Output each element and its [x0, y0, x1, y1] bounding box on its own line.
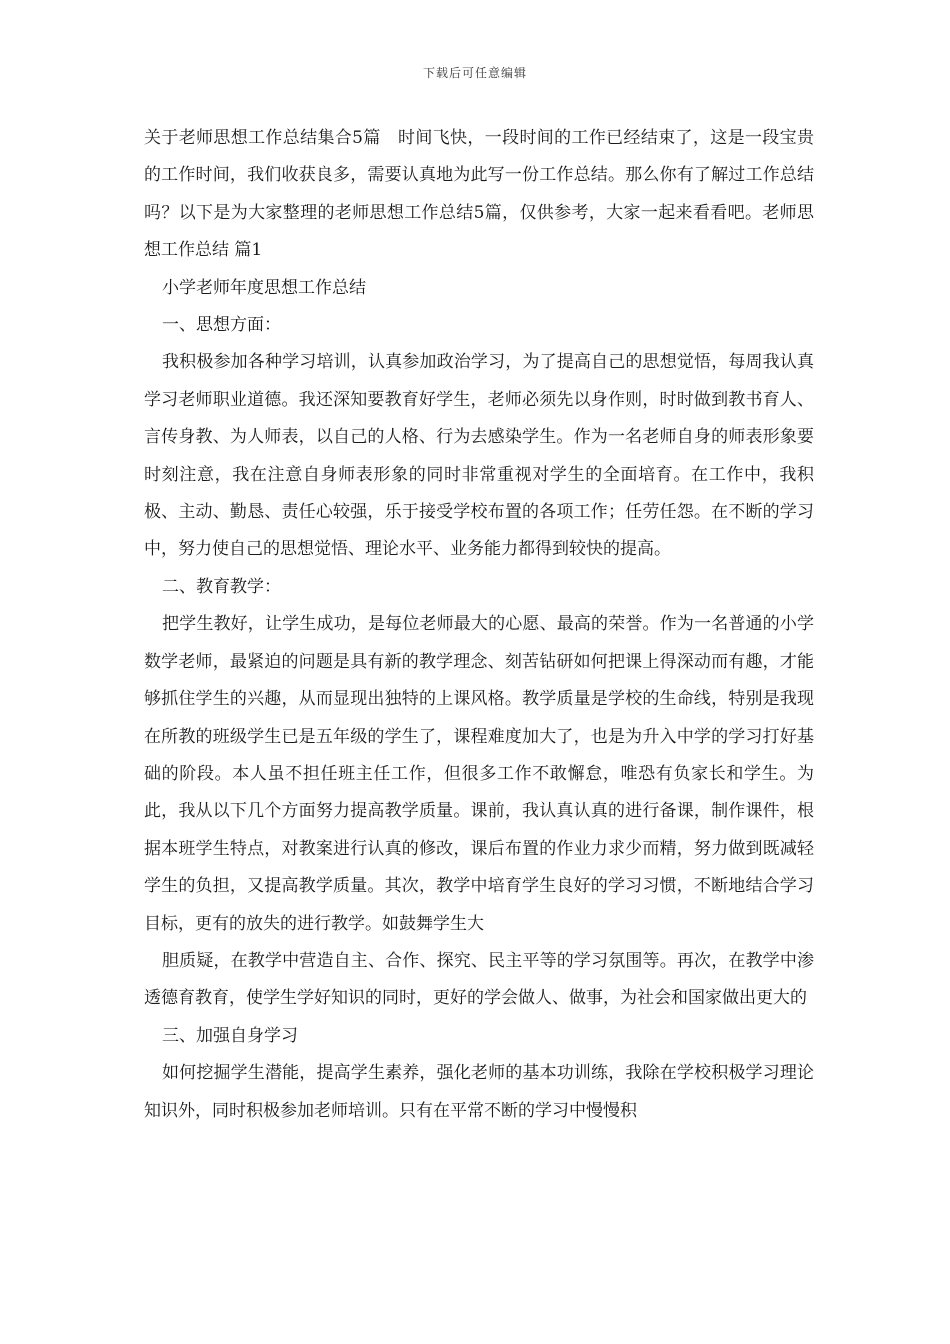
paragraph-teaching: 把学生教好，让学生成功，是每位老师最大的心愿、最高的荣誉。作为一名普通的小学数学老师，最紧迫的问题是具有新的教学理念、刻苦钻研如何把课上得深动而有趣，才能够抓住学生的兴趣，从而显现出独特的上课风格。教学质量是学校的生命线，特别是我现在所教的班级学生已是五年级的学生了，课程难度加大了，也是为升入中学的学习打好基础的阶段。本人虽不担任班主任工作，但很多工作不敢懈怠，唯恐有负家长和学生。为此，我从以下几个方面努力提高教学质量。课前，我认真认真的进行备课，制作课件，根据本班学生特点，对教案进行认真的修改，课后布置的作业力求少而精，努力做到既减轻学生的负担，又提高教学质量。其次，教学中培育学生良好的学习习惯，不断地结合学习目标，更有的放失的进行教学。如鼓舞学生大 [144, 614, 814, 934]
paragraph-thought: 我积极参加各种学习培训，认真参加政治学习，为了提高自己的思想觉悟，每周我认真学习老师职业道德。我还深知要教育好学生，老师必须先以身作则，时时做到教书育人、言传身教、为人师表，以自己的人格、行为去感染学生。作为一名老师自身的师表形象要时刻注意，我在注意自身师表形象的同时非常重视对学生的全面培育。在工作中，我积极、主动、勤恳、责任心较强，乐于接受学校布置的各项工作；任劳任怨。在不断的学习中，努力使自己的思想觉悟、理论水平、业务能力都得到较快的提高。 [144, 352, 814, 560]
paragraph-teaching-continued: 胆质疑，在教学中营造自主、合作、探究、民主平等的学习氛围等。再次，在教学中渗透德育教育，使学生学好知识的同时，更好的学会做人、做事，为社会和国家做出更大的 [144, 950, 814, 1009]
section-heading-thought: 一、思想方面： [162, 315, 281, 336]
section-heading-self-study: 三、加强自身学习 [162, 1025, 298, 1046]
section-heading-teaching: 二、教育教学： [162, 576, 281, 597]
paragraph-self-study: 如何挖掘学生潜能，提高学生素养，强化老师的基本功训练，我除在学校积极学习理论知识外，同时积极参加老师培训。只有在平常不断的学习中慢慢积 [144, 1063, 814, 1121]
document-body [144, 120, 814, 1130]
document-subtitle: 小学老师年度思想工作总结 [162, 277, 366, 298]
intro-paragraph: 关于老师思想工作总结集合5篇 时间飞快，一段时间的工作已经结束了，这是一段宝贵的工作时间，我们收获良多，需要认真地为此写一份工作总结。那么你有了解过工作总结吗？以下是为大家整理的老师思想工作总结5篇，仅供参考，大家一起来看看吧。老师思想工作总结 篇1 [144, 128, 814, 261]
header-note: 下载后可任意编辑 [422, 66, 527, 80]
